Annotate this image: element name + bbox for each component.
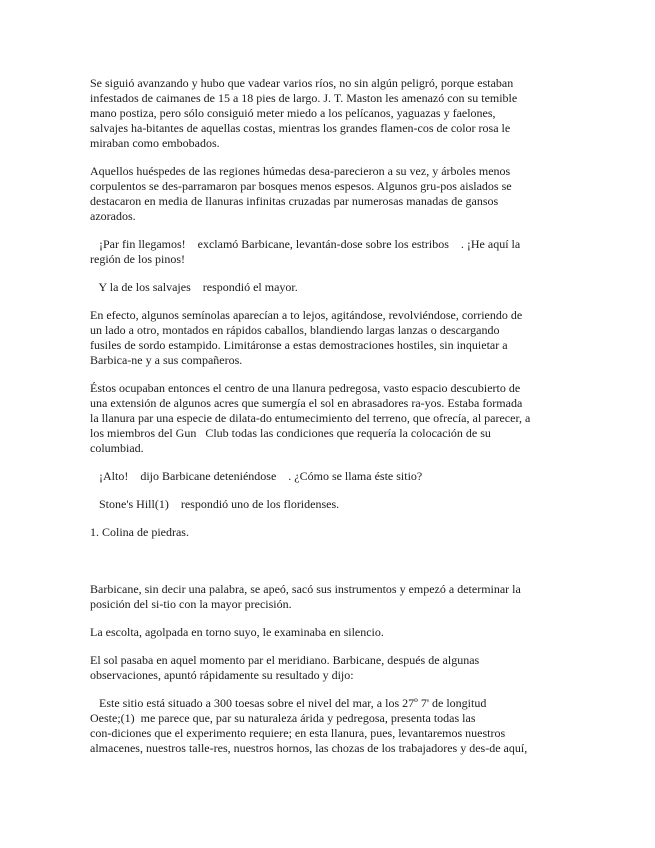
document-page — [90, 76, 570, 756]
paragraph-spacer — [90, 484, 570, 497]
paragraph-spacer — [90, 224, 570, 237]
paragraph — [90, 625, 570, 640]
text-line: columbiad. — [90, 441, 144, 455]
paragraph — [90, 280, 570, 295]
text-line: la llanura par una especie de dilata-do entumecimiento del terreno, que ofrecía, al parecer, a — [90, 411, 531, 425]
text-line: Stone's Hill(1) respondió uno de los floridenses. — [90, 497, 340, 511]
paragraph — [90, 469, 570, 484]
text-line: corpulentos se des-parramaron par bosques menos espesos. Algunos gru-pos aislados se — [90, 179, 512, 193]
text-line: Se siguió avanzando y hubo que vadear varios ríos, no sin algún peligró, porque estaban — [90, 76, 514, 90]
text-line: Barbicane, sin decir una palabra, se apeó, sacó sus instrumentos y empezó a determinar la — [90, 582, 521, 596]
text-line: posición del si-tio con la mayor precisión. — [90, 597, 292, 611]
paragraph-spacer — [90, 295, 570, 308]
paragraph — [90, 76, 570, 151]
text-line: ¡Par fin llegamos! exclamó Barbicane, levantán-dose sobre los estribos . ¡He aquí la — [90, 237, 521, 251]
paragraph — [90, 381, 570, 456]
text-line: 1. Colina de piedras. — [90, 525, 189, 539]
paragraph — [90, 237, 570, 267]
text-line: Y la de los salvajes respondió el mayor. — [90, 280, 298, 294]
text-line: destacaron en media de llanuras infinitas cruzadas par numerosas manadas de gansos — [90, 194, 499, 208]
text-line: fusiles de sordo estampido. Limitáronse a estas demostraciones hostiles, sin inquietar a — [90, 338, 508, 352]
text-line: En efecto, algunos semínolas aparecían a to lejos, agitándose, revolviéndose, corriendo de — [90, 308, 523, 322]
paragraph — [90, 653, 570, 683]
paragraph — [90, 497, 570, 512]
text-line: azorados. — [90, 209, 136, 223]
paragraph — [90, 525, 570, 540]
text-line: Éstos ocupaban entonces el centro de una llanura pedregosa, vasto espacio descubierto de — [90, 381, 521, 395]
text-line: observaciones, apuntó rápidamente su resultado y dijo: — [90, 668, 354, 682]
text-line: Barbica-ne y a sus compañeros. — [90, 353, 243, 367]
text-line: un lado a otro, montados en rápidos caballos, blandiendo largas lanzas o descargando — [90, 323, 500, 337]
text-line: infestados de caimanes de 15 a 18 pies de largo. J. T. Maston les amenazó con su temible — [90, 91, 518, 105]
text-line: salvajes ha-bitantes de aquellas costas, mientras los grandes flamen-cos de color rosa le — [90, 121, 511, 135]
paragraph-spacer — [90, 640, 570, 653]
paragraph-spacer — [90, 151, 570, 164]
paragraph-spacer — [90, 612, 570, 625]
paragraph — [90, 308, 570, 368]
text-line: Aquellos huéspedes de las regiones húmedas desa-parecieron a su vez, y árboles menos — [90, 164, 511, 178]
text-line: con-diciones que el experimento requiere; en esta llanura, pues, levantaremos nuestros — [90, 726, 506, 740]
text-line: los miembros del Gun Club todas las condiciones que requería la colocación de su — [90, 426, 491, 440]
paragraph-spacer — [90, 683, 570, 696]
text-line: ¡Alto! dijo Barbicane deteniéndose . ¿Cómo se llama éste sitio? — [90, 469, 423, 483]
text-line: El sol pasaba en aquel momento par el meridiano. Barbicane, después de algunas — [90, 653, 480, 667]
text-line: miraban como embobados. — [90, 136, 220, 150]
paragraph — [90, 696, 570, 756]
paragraph — [90, 582, 570, 612]
text-line: Oeste;(1) me parece que, par su naturaleza árida y pedregosa, presenta todas las — [90, 711, 476, 725]
paragraph-spacer — [90, 456, 570, 469]
paragraph-spacer — [90, 512, 570, 525]
paragraph — [90, 164, 570, 224]
paragraph-spacer — [90, 368, 570, 381]
text-line: almacenes, nuestros talle-res, nuestros hornos, las chozas de los trabajadores y des-de aquí, — [90, 741, 528, 755]
paragraph-spacer — [90, 267, 570, 280]
text-line: mano postiza, pero sólo consiguió meter miedo a los pelícanos, yaguazas y faelones, — [90, 106, 496, 120]
text-line: La escolta, agolpada en torno suyo, le examinaba en silencio. — [90, 625, 384, 639]
text-line: Este sitio está situado a 300 toesas sobre el nivel del mar, a los 27º 7' de longitud — [90, 696, 487, 710]
text-line: una extensión de algunos acres que sumergía el sol en abrasadores ra-yos. Estaba formada — [90, 396, 523, 410]
paragraph-spacer — [90, 540, 570, 582]
text-line: región de los pinos! — [90, 252, 185, 266]
